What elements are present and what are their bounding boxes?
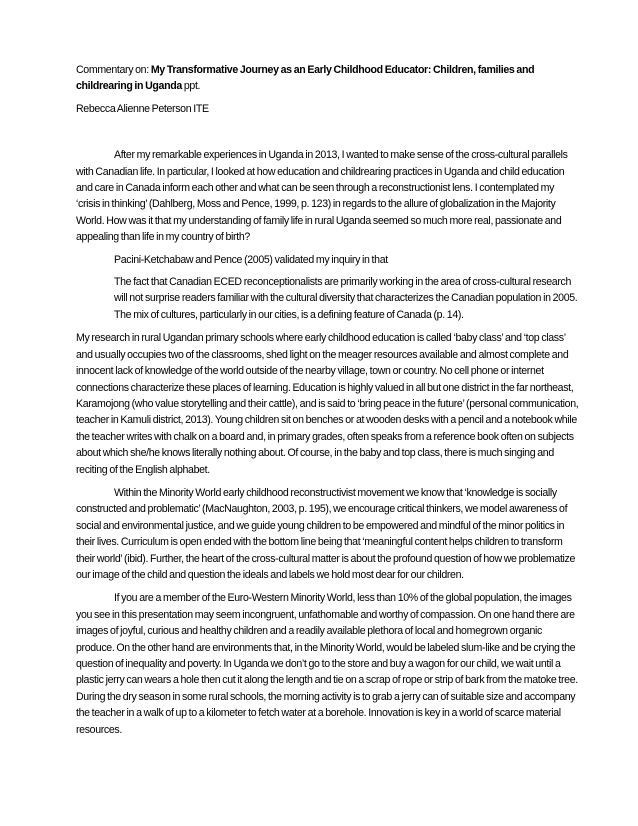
title-text: My Transformative Journey as an Early Childhood Educator: Children, families and childrearing in Uganda	[76, 64, 535, 93]
paragraph-intro: After my remarkable experiences in Uganda in 2013, I wanted to make sense of the cross-cultural parallels with Canadian life. In particular, I looked at how education and childrearing practices in Uganda and child education and care in Canada inform each other and what can be seen through a reconstructionist lens. I contemplated my ‘crisis in thinking’ (Dahlberg, Moss and Pence, 1999, p. 123) in regards to the allure of globalization in the Majority World. How was it that my understanding of family life in rural Uganda seemed so much more real, passionate and appealing than life in my country of birth?	[76, 149, 568, 244]
quote-lead-in: Pacini-Ketchabaw and Pence (2005) validated my inquiry in that	[114, 253, 388, 266]
paragraph-research: My research in rural Ugandan primary schools where early childhood education is called ‘baby class’ and ‘top class’ and usually occupies two of the classrooms, shed light on the meager resources available and almost complete and innocent lack of knowledge of the world outside of the nearby village, town or country. No cell phone or internet connections characterize these places of learning. Education is highly valued in all but one district in the far northeast, Karamojong (who value storytelling and their cattle), and is said to ‘bring peace in the future’ (personal communication, teacher in Kamuli district, 2013). Young children sit on benches or at wooden desks with a pencil and a notebook while the teacher writes with chalk on a board and, in primary grades, often speaks from a reference book often on subjects about which she/he knows literally nothing about. Of course, in the baby and top class, there is much singing and reciting of the English alphabet.	[76, 332, 579, 476]
paragraph-minority-world: Within the Minority World early childhood reconstructivist movement we know that ‘knowledge is socially constructed and problematic’ (MacNaughton, 2003, p. 195), we encourage critical thinkers, we model awareness of social and environmental justice, and we guide young children to be empowered and mindful of the minor politics in their lives. Curriculum is open ended with the bottom line being that ‘meaningful content helps children to transform their world’ (ibid). Further, the heart of the cross-cultural matter is about the profound question of how we problematize our image of the child and question the ideals and labels we hold most dear for our children.	[76, 486, 576, 581]
author-line: Rebecca Alienne Peterson ITE	[76, 102, 209, 115]
block-quote: The fact that Canadian ECED reconceptionalists are primarily working in the area of cross-cultural research will not surprise readers familiar with the cultural diversity that characterizes the Canadian population in 2005. The mix of cultures, particularly in our cities, is a defining feature of Canada (p. 14).	[114, 276, 578, 321]
title-prefix: Commentary on:	[76, 64, 151, 76]
title-suffix: ppt.	[181, 80, 201, 93]
paragraph-images: If you are a member of the Euro-Western Minority World, less than 10% of the global population, the images you see in this presentation may seem incongruent, unfathomable and worthy of compassion. On one hand there are images of joyful, curious and healthy children and a readily available plethora of local and homegrown organic produce. On the other hand are environments that, in the Minority World, would be labeled slum-like and be crying the question of inequality and poverty. In Uganda we don’t go to the store and buy a wagon for our child, we wait until a plastic jerry can wears a hole then cut it along the length and tie on a scrap of rope or strip of bark from the matoke tree. During the dry season in some rural schools, the morning activity is to grab a jerry can of suitable size and accompany the teacher in a walk of up to a kilometer to fetch water at a borehole. Innovation is key in a world of scarce material resources.	[76, 592, 578, 736]
document-title	[76, 62, 580, 95]
